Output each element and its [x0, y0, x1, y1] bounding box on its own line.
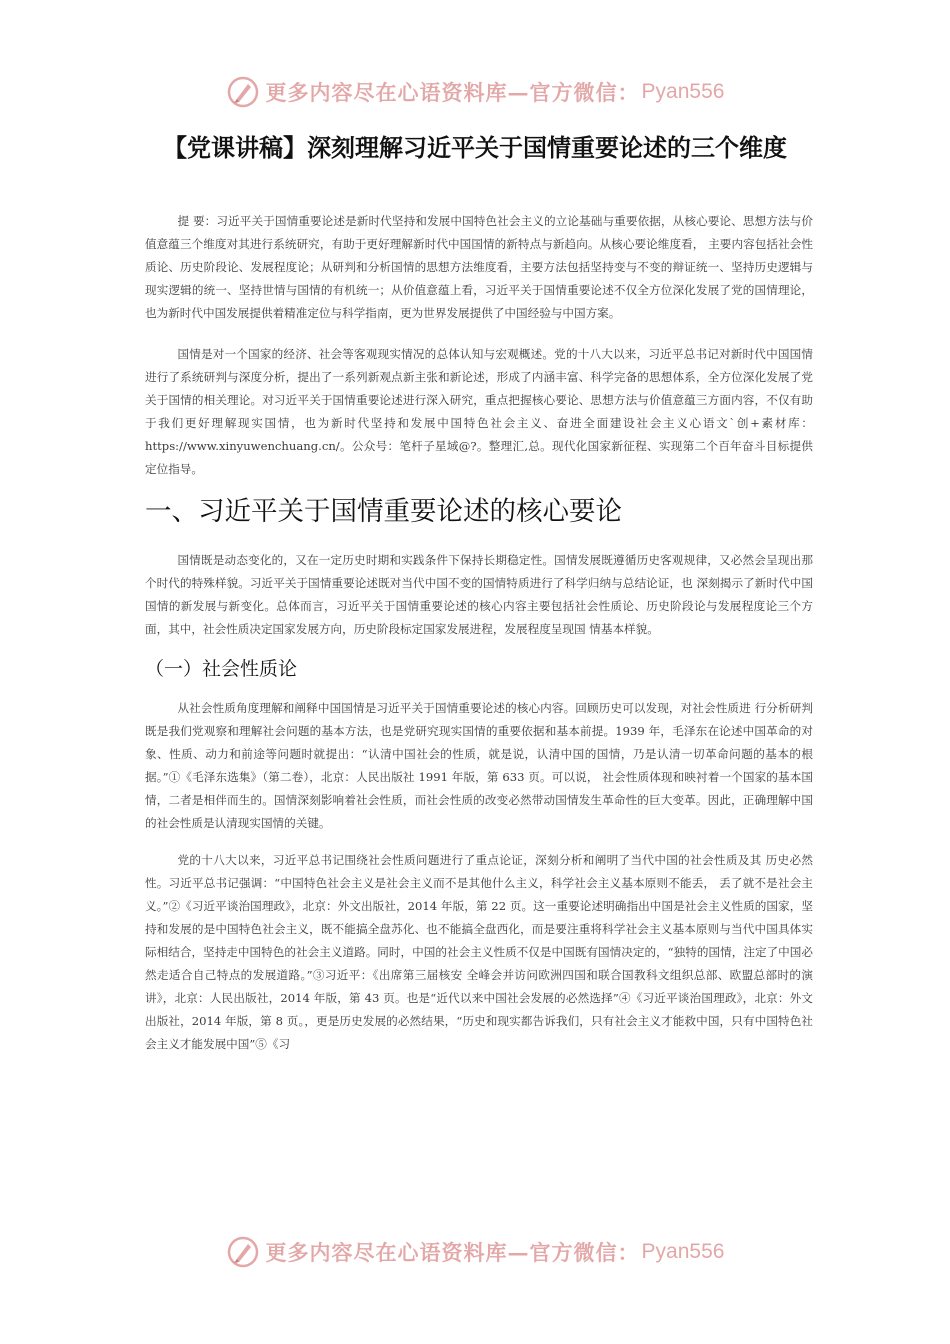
page-title: 【党课讲稿】深刻理解习近平关于国情重要论述的三个维度 — [163, 134, 787, 162]
subsection-1-paragraph-1: 从社会性质角度理解和阐释中国国情是习近平关于国情重要论述的核心内容。回顾历史可以发现，对社会性质进 行分析研判既是我们党观察和理解社会问题的基本方法，也是党研究现实国情的重要依据和基本前提。1939 年，毛泽东在论述中国革命的对象、性质、动力和前途等问题时就提出：“认清中国社会的性质，就是说，认清中国的国情，乃是认清一切革命问题的基本的根据。”①《毛泽东选集》（第二卷），北京：人民出版社 1991 年版，第 633 页。可以说， 社会性质体现和映衬着一个国家的基本国情，二者是相伴而生的。国情深刻影响着社会性质，而社会性质的改变必然带动国情发生革命性的巨大变革。因此，正确理解中国的社会性质是认清现实国情的关键。 — [145, 701, 813, 830]
pen-logo-icon — [226, 1235, 260, 1269]
abstract-paragraph: 提 要：习近平关于国情重要论述是新时代坚持和发展中国特色社会主义的立论基础与重要依据，从核心要论、思想方法与价值意蕴三个维度对其进行系统研究，有助于更好理解新时代中国国情的新特点与新趋向。从核心要论维度看， 主要内容包括社会性质论、历史阶段论、发展程度论；从研判和分析国情的思想方法维度看，主要方法包括坚持变与不变的辩证统一、坚持历史逻辑与现实逻辑的统一、坚持世情与国情的有机统一；从价值意蕴上看，习近平关于国情重要论述不仅全方位深化发展了党的国情理论，也为新时代中国发展提供着精准定位与科学指南，更为世界发展提供了中国经验与中国方案。 — [145, 214, 813, 320]
section-1-paragraph: 国情既是动态变化的，又在一定历史时期和实践条件下保持长期稳定性。国情发展既遵循历史客观规律，又必然会呈现出那个时代的特殊样貌。习近平关于国情重要论述既对当代中国不变的国情特质进行了科学归纳与总结论证，也 深刻揭示了新时代中国国情的新发展与新变化。总体而言，习近平关于国情重要论述的核心内容主要包括社会性质论、历史阶段论与发展程度论三个方面，其中，社会性质决定国家发展方向，历史阶段标定国家发展进程，发展程度呈现国 情基本样貌。 — [145, 553, 813, 636]
document-body — [145, 210, 813, 1070]
intro-paragraph: 国情是对一个国家的经济、社会等客观现实情况的总体认知与宏观概述。党的十八大以来，习近平总书记对新时代中国国情进行了系统研判与深度分析，提出了一系列新观点新主张和新论述，形成了内涵丰富、科学完备的思想体系，全方位深化发展了党关于国情的相关理论。对习近平关于国情重要论述进行深入研究，重点把握核心要论、思想方法与价值意蕴三方面内容，不仅有助于我们更好理解现实国情，也为新时代坚持和发展中国特色社会主义、奋进全面建设社会主义心语文`创+素材库：https://www.xinyuwenchuang.cn/。公众号：笔杆子星域@?。整理汇,总。现代化国家新征程、实现第二个百年奋斗目标提供定位指导。 — [145, 347, 813, 476]
banner-text: 更多内容尽在心语资料库—官方微信： — [265, 1240, 640, 1265]
banner-wechat-id: Pyan556 — [641, 1240, 725, 1263]
pen-logo-icon — [226, 75, 260, 109]
section-heading-1: 一、习近平关于国情重要论述的核心要论 — [145, 496, 622, 527]
banner-text: 更多内容尽在心语资料库—官方微信： — [265, 80, 640, 105]
watermark-banner-bottom — [0, 1232, 950, 1272]
banner-wechat-id: Pyan556 — [641, 80, 725, 103]
subsection-1-paragraph-2: 党的十八大以来，习近平总书记围绕社会性质问题进行了重点论证，深刻分析和阐明了当代中国的社会性质及其 历史必然性。习近平总书记强调：“中国特色社会主义是社会主义而不是其他什么主义，科学社会主义基本原则不能丢， 丢了就不是社会主义。”②《习近平谈治国理政》，北京：外文出版社，2014 年版，第 22 页。这一重要论述明确指出中国是社会主义性质的国家，坚持和发展的是中国特色社会主义，既不能搞全盘苏化、也不能搞全盘西化，而是要注重将科学社会主义基本原则与当代中国具体实际相结合，坚持走中国特色的社会主义道路。同时，中国的社会主义性质不仅是中国既有国情决定的，“独特的国情，注定了中国必然走适合自己特点的发展道路。”③习近平：《出席第三届核安 全峰会并访问欧洲四国和联合国教科文组织总部、欧盟总部时的演讲》，北京：人民出版社，2014 年版，第 43 页。也是“近代以来中国社会发展的必然选择”④《习近平谈治国理政》，北京：外文出版社，2014 年版，第 8 页。，更是历史发展的必然结果，“历史和现实都告诉我们，只有社会主义才能救中国，只有中国特色社会主义才能发展中国”⑤《习 — [145, 853, 813, 1051]
subsection-heading-1: （一）社会性质论 — [145, 658, 298, 680]
watermark-banner-top — [0, 72, 950, 112]
